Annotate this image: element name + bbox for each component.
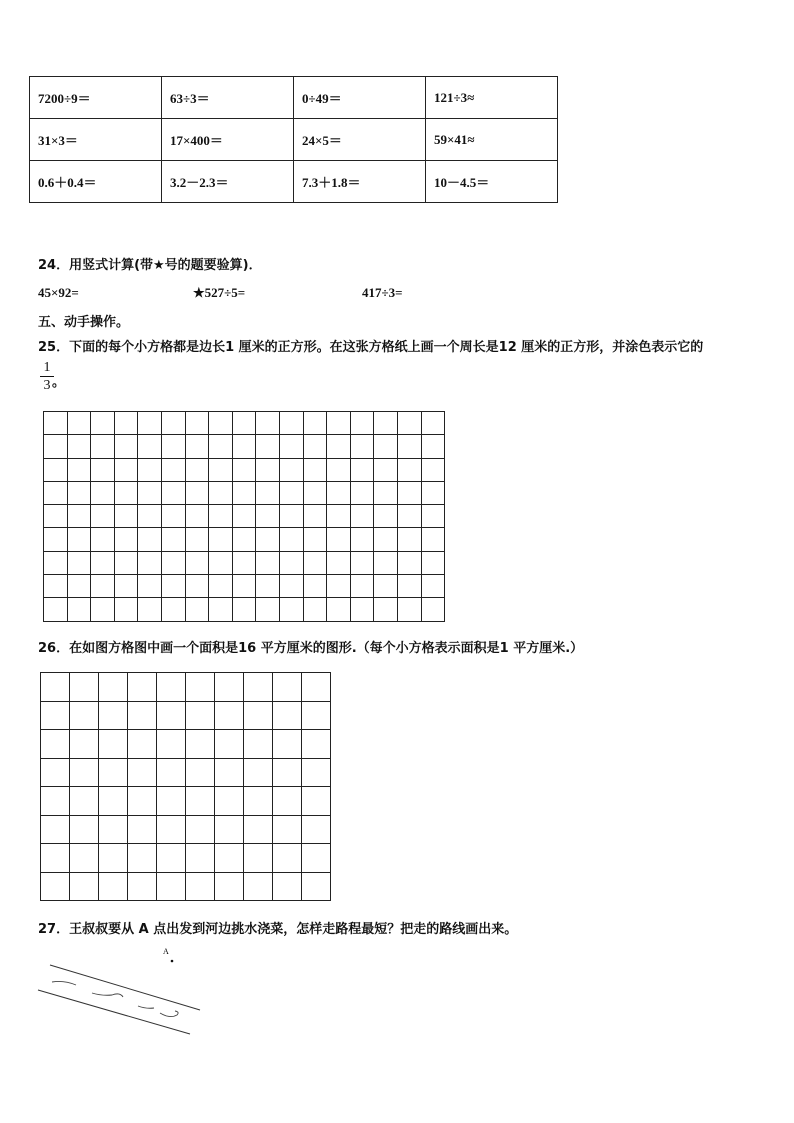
grid-square[interactable] [303, 575, 327, 598]
calc-cell: 0.6＋0.4＝ [30, 161, 162, 203]
grid-square[interactable] [161, 458, 185, 481]
grid-square[interactable] [157, 815, 186, 844]
water-ripple [160, 1011, 178, 1017]
grid-square[interactable] [91, 528, 115, 551]
grid-square[interactable] [185, 598, 209, 621]
grid-square[interactable] [215, 787, 244, 816]
q24-item-2: ★527÷5= [193, 285, 246, 300]
grid-square[interactable] [128, 844, 157, 873]
grid-square[interactable] [41, 844, 70, 873]
grid-square[interactable] [186, 730, 215, 759]
grid-square[interactable] [232, 551, 256, 574]
grid-square[interactable] [186, 673, 215, 702]
grid-square[interactable] [44, 412, 68, 435]
grid-square[interactable] [41, 673, 70, 702]
section-5-heading: 五、动手操作。 [38, 315, 130, 330]
grid-square[interactable] [138, 575, 162, 598]
grid-square[interactable] [256, 458, 280, 481]
grid-square[interactable] [273, 872, 302, 901]
grid-square[interactable] [209, 481, 233, 504]
calc-cell: 7200÷9＝ [30, 77, 162, 119]
grid-square[interactable] [41, 872, 70, 901]
grid-square[interactable] [397, 435, 421, 458]
grid-square[interactable] [44, 505, 68, 528]
calc-cell: 59×41≈ [426, 119, 558, 161]
grid-square[interactable] [70, 701, 99, 730]
grid-square[interactable] [114, 412, 138, 435]
grid-square[interactable] [350, 481, 374, 504]
grid-square[interactable] [232, 575, 256, 598]
grid-square[interactable] [350, 412, 374, 435]
grid-square[interactable] [232, 435, 256, 458]
grid-square[interactable] [302, 815, 331, 844]
grid-square[interactable] [421, 528, 445, 551]
grid-square[interactable] [185, 481, 209, 504]
grid-square[interactable] [244, 787, 273, 816]
grid-square[interactable] [327, 505, 351, 528]
grid-square[interactable] [279, 435, 303, 458]
grid-square[interactable] [303, 528, 327, 551]
grid-square[interactable] [185, 505, 209, 528]
grid-square[interactable] [67, 575, 91, 598]
grid-square[interactable] [374, 412, 398, 435]
grid-square[interactable] [161, 481, 185, 504]
grid-square[interactable] [397, 598, 421, 621]
calc-row [30, 161, 558, 203]
grid-square[interactable] [185, 458, 209, 481]
grid-square[interactable] [91, 435, 115, 458]
grid-square[interactable] [185, 435, 209, 458]
grid-square[interactable] [161, 435, 185, 458]
grid-square[interactable] [99, 787, 128, 816]
grid-square[interactable] [374, 575, 398, 598]
calc-cell: 24×5＝ [294, 119, 426, 161]
grid-square[interactable] [70, 758, 99, 787]
grid-square[interactable] [421, 481, 445, 504]
fraction-denominator: 3 [43, 378, 51, 393]
grid-square[interactable] [99, 758, 128, 787]
q24-item-1: 45×92= [38, 285, 79, 300]
grid-square[interactable] [244, 730, 273, 759]
grid-square[interactable] [138, 412, 162, 435]
grid-square[interactable] [161, 598, 185, 621]
grid-square[interactable] [114, 435, 138, 458]
grid-square[interactable] [128, 730, 157, 759]
grid-square[interactable] [327, 551, 351, 574]
grid-square[interactable] [279, 528, 303, 551]
grid-square[interactable] [41, 701, 70, 730]
grid-square[interactable] [70, 730, 99, 759]
grid-square[interactable] [161, 505, 185, 528]
grid-square[interactable] [327, 435, 351, 458]
oral-calc-table [29, 76, 558, 203]
grid-square[interactable] [114, 505, 138, 528]
grid-square[interactable] [186, 844, 215, 873]
grid-square[interactable] [421, 458, 445, 481]
grid-square[interactable] [128, 872, 157, 901]
grid-square[interactable] [138, 551, 162, 574]
grid-square[interactable] [114, 528, 138, 551]
grid-square[interactable] [421, 505, 445, 528]
grid-square[interactable] [303, 412, 327, 435]
grid-square[interactable] [128, 758, 157, 787]
calc-cell: 3.2－2.3＝ [162, 161, 294, 203]
grid-square[interactable] [99, 673, 128, 702]
grid-square[interactable] [44, 458, 68, 481]
grid-square[interactable] [41, 787, 70, 816]
q27-text: 27．王叔叔要从 A 点出发到河边挑水浇菜，怎样走路程最短？把走的路线画出来。 [38, 922, 518, 937]
grid-square[interactable] [138, 505, 162, 528]
grid-square[interactable] [303, 505, 327, 528]
grid-square[interactable] [161, 551, 185, 574]
grid-square[interactable] [350, 505, 374, 528]
grid-square[interactable] [99, 844, 128, 873]
grid-square[interactable] [67, 528, 91, 551]
grid-square[interactable] [186, 701, 215, 730]
grid-square[interactable] [244, 815, 273, 844]
grid-square[interactable] [157, 701, 186, 730]
grid-square[interactable] [397, 575, 421, 598]
q25-period: 。 [52, 375, 66, 390]
grid-square[interactable] [157, 758, 186, 787]
grid-square[interactable] [209, 412, 233, 435]
grid-square[interactable] [279, 598, 303, 621]
grid-square[interactable] [70, 844, 99, 873]
grid-square[interactable] [67, 551, 91, 574]
grid-square[interactable] [138, 598, 162, 621]
q24-title: 24．用竖式计算(带★号的题要验算)． [38, 258, 262, 273]
grid-square[interactable] [215, 844, 244, 873]
grid-square[interactable] [209, 528, 233, 551]
grid-square[interactable] [44, 551, 68, 574]
grid-square[interactable] [279, 575, 303, 598]
grid-square[interactable] [161, 575, 185, 598]
grid-square[interactable] [244, 701, 273, 730]
grid-square[interactable] [350, 551, 374, 574]
grid-square[interactable] [185, 528, 209, 551]
grid-square[interactable] [244, 872, 273, 901]
grid-square[interactable] [302, 758, 331, 787]
grid-square[interactable] [41, 815, 70, 844]
grid-square[interactable] [273, 815, 302, 844]
grid-square[interactable] [215, 673, 244, 702]
grid-square[interactable] [256, 528, 280, 551]
grid-square[interactable] [374, 481, 398, 504]
grid-square[interactable] [215, 701, 244, 730]
grid-square[interactable] [99, 872, 128, 901]
grid-square[interactable] [41, 730, 70, 759]
grid-square[interactable] [232, 481, 256, 504]
grid-square[interactable] [209, 575, 233, 598]
grid-square[interactable] [186, 815, 215, 844]
grid-square[interactable] [256, 598, 280, 621]
grid-square[interactable] [327, 528, 351, 551]
grid-square[interactable] [303, 598, 327, 621]
grid-square[interactable] [256, 575, 280, 598]
grid-square[interactable] [279, 481, 303, 504]
grid-square[interactable] [114, 575, 138, 598]
grid-square[interactable] [185, 412, 209, 435]
grid-square[interactable] [91, 412, 115, 435]
grid-square[interactable] [70, 673, 99, 702]
grid-square[interactable] [302, 844, 331, 873]
grid-square[interactable] [215, 758, 244, 787]
grid-square[interactable] [303, 481, 327, 504]
grid-square[interactable] [67, 505, 91, 528]
grid-square[interactable] [99, 730, 128, 759]
grid-square[interactable] [138, 528, 162, 551]
calc-cell: 0÷49＝ [294, 77, 426, 119]
grid-square[interactable] [232, 505, 256, 528]
grid-square[interactable] [91, 481, 115, 504]
calc-cell: 63÷3＝ [162, 77, 294, 119]
grid-square[interactable] [256, 435, 280, 458]
grid-square[interactable] [186, 758, 215, 787]
grid-square[interactable] [302, 872, 331, 901]
grid-square[interactable] [273, 673, 302, 702]
grid-square[interactable] [186, 872, 215, 901]
grid-square[interactable] [209, 505, 233, 528]
grid-square[interactable] [44, 598, 68, 621]
grid-square[interactable] [128, 701, 157, 730]
grid-square[interactable] [421, 598, 445, 621]
grid-square[interactable] [273, 758, 302, 787]
grid-square[interactable] [91, 551, 115, 574]
grid-square[interactable] [99, 701, 128, 730]
q26-grid-paper[interactable] [40, 672, 331, 901]
grid-square[interactable] [256, 412, 280, 435]
grid-square[interactable] [421, 435, 445, 458]
calc-row [30, 119, 558, 161]
grid-square[interactable] [302, 673, 331, 702]
grid-square[interactable] [157, 844, 186, 873]
point-a-label: A [163, 947, 169, 956]
grid-square[interactable] [302, 730, 331, 759]
water-ripple [52, 981, 76, 985]
grid-square[interactable] [157, 872, 186, 901]
grid-square[interactable] [215, 872, 244, 901]
grid-square[interactable] [374, 598, 398, 621]
grid-square[interactable] [67, 481, 91, 504]
grid-square[interactable] [157, 730, 186, 759]
calc-row [30, 77, 558, 119]
grid-square[interactable] [421, 412, 445, 435]
grid-square[interactable] [67, 435, 91, 458]
grid-square[interactable] [41, 758, 70, 787]
grid-square[interactable] [327, 412, 351, 435]
river-bank-upper [50, 965, 200, 1010]
grid-square[interactable] [303, 551, 327, 574]
fraction-numerator: 1 [43, 360, 51, 375]
grid-square[interactable] [232, 412, 256, 435]
grid-square[interactable] [70, 787, 99, 816]
grid-square[interactable] [397, 481, 421, 504]
grid-square[interactable] [114, 458, 138, 481]
grid-square[interactable] [256, 481, 280, 504]
grid-square[interactable] [421, 551, 445, 574]
grid-square[interactable] [350, 598, 374, 621]
grid-square[interactable] [209, 551, 233, 574]
grid-square[interactable] [273, 844, 302, 873]
grid-square[interactable] [91, 575, 115, 598]
q25-grid-paper[interactable] [43, 411, 445, 622]
grid-square[interactable] [44, 481, 68, 504]
grid-square[interactable] [374, 505, 398, 528]
calc-cell: 10－4.5＝ [426, 161, 558, 203]
point-a-dot[interactable] [171, 960, 174, 963]
grid-square[interactable] [273, 701, 302, 730]
grid-square[interactable] [209, 435, 233, 458]
river-bank-lower [38, 990, 190, 1034]
grid-square[interactable] [215, 730, 244, 759]
grid-square[interactable] [67, 598, 91, 621]
water-ripple [138, 1006, 154, 1008]
grid-square[interactable] [397, 458, 421, 481]
grid-square[interactable] [374, 458, 398, 481]
grid-square[interactable] [44, 435, 68, 458]
grid-square[interactable] [232, 528, 256, 551]
grid-square[interactable] [421, 575, 445, 598]
q24-item-3: 417÷3= [362, 285, 403, 300]
grid-square[interactable] [128, 673, 157, 702]
grid-square[interactable] [374, 551, 398, 574]
grid-square[interactable] [244, 758, 273, 787]
grid-square[interactable] [91, 505, 115, 528]
grid-square[interactable] [128, 815, 157, 844]
grid-square[interactable] [67, 458, 91, 481]
grid-square[interactable] [161, 528, 185, 551]
grid-square[interactable] [397, 412, 421, 435]
grid-square[interactable] [209, 458, 233, 481]
calc-cell: 31×3＝ [30, 119, 162, 161]
grid-square[interactable] [138, 458, 162, 481]
grid-square[interactable] [279, 412, 303, 435]
grid-square[interactable] [397, 551, 421, 574]
grid-square[interactable] [185, 575, 209, 598]
grid-square[interactable] [327, 458, 351, 481]
grid-square[interactable] [138, 435, 162, 458]
grid-square[interactable] [256, 551, 280, 574]
grid-square[interactable] [99, 815, 128, 844]
grid-square[interactable] [128, 787, 157, 816]
grid-square[interactable] [161, 412, 185, 435]
grid-square[interactable] [327, 598, 351, 621]
calc-cell: 7.3＋1.8＝ [294, 161, 426, 203]
grid-square[interactable] [244, 673, 273, 702]
grid-square[interactable] [209, 598, 233, 621]
grid-square[interactable] [44, 575, 68, 598]
grid-square[interactable] [215, 815, 244, 844]
grid-square[interactable] [302, 701, 331, 730]
calc-cell: 17×400＝ [162, 119, 294, 161]
grid-square[interactable] [44, 528, 68, 551]
grid-square[interactable] [350, 458, 374, 481]
grid-square[interactable] [303, 435, 327, 458]
grid-square[interactable] [70, 872, 99, 901]
grid-square[interactable] [138, 481, 162, 504]
grid-square[interactable] [114, 551, 138, 574]
grid-square[interactable] [232, 458, 256, 481]
grid-square[interactable] [273, 730, 302, 759]
grid-square[interactable] [327, 481, 351, 504]
grid-square[interactable] [91, 598, 115, 621]
grid-square[interactable] [244, 844, 273, 873]
grid-square[interactable] [279, 505, 303, 528]
water-ripple [92, 993, 123, 997]
grid-square[interactable] [273, 787, 302, 816]
q25-text: 25．下面的每个小方格都是边长1 厘米的正方形。在这张方格纸上画一个周长是12 厘米的正方形，并涂色表示它的 [38, 340, 704, 355]
grid-square[interactable] [114, 481, 138, 504]
grid-square[interactable] [327, 575, 351, 598]
grid-square[interactable] [397, 505, 421, 528]
q27-river-figure[interactable] [30, 940, 230, 1040]
grid-square[interactable] [302, 787, 331, 816]
grid-square[interactable] [350, 435, 374, 458]
grid-square[interactable] [91, 458, 115, 481]
grid-square[interactable] [114, 598, 138, 621]
grid-square[interactable] [279, 551, 303, 574]
grid-square[interactable] [186, 787, 215, 816]
grid-square[interactable] [350, 575, 374, 598]
q26-text: 26．在如图方格图中画一个面积是16 平方厘米的图形.（每个小方格表示面积是1 平方厘米.） [38, 641, 584, 656]
grid-square[interactable] [350, 528, 374, 551]
grid-square[interactable] [397, 528, 421, 551]
grid-square[interactable] [374, 435, 398, 458]
grid-square[interactable] [256, 505, 280, 528]
grid-square[interactable] [232, 598, 256, 621]
grid-square[interactable] [185, 551, 209, 574]
grid-square[interactable] [70, 815, 99, 844]
grid-square[interactable] [157, 787, 186, 816]
grid-square[interactable] [374, 528, 398, 551]
grid-square[interactable] [303, 458, 327, 481]
grid-square[interactable] [279, 458, 303, 481]
calc-cell: 121÷3≈ [426, 77, 558, 119]
grid-square[interactable] [157, 673, 186, 702]
grid-square[interactable] [67, 412, 91, 435]
